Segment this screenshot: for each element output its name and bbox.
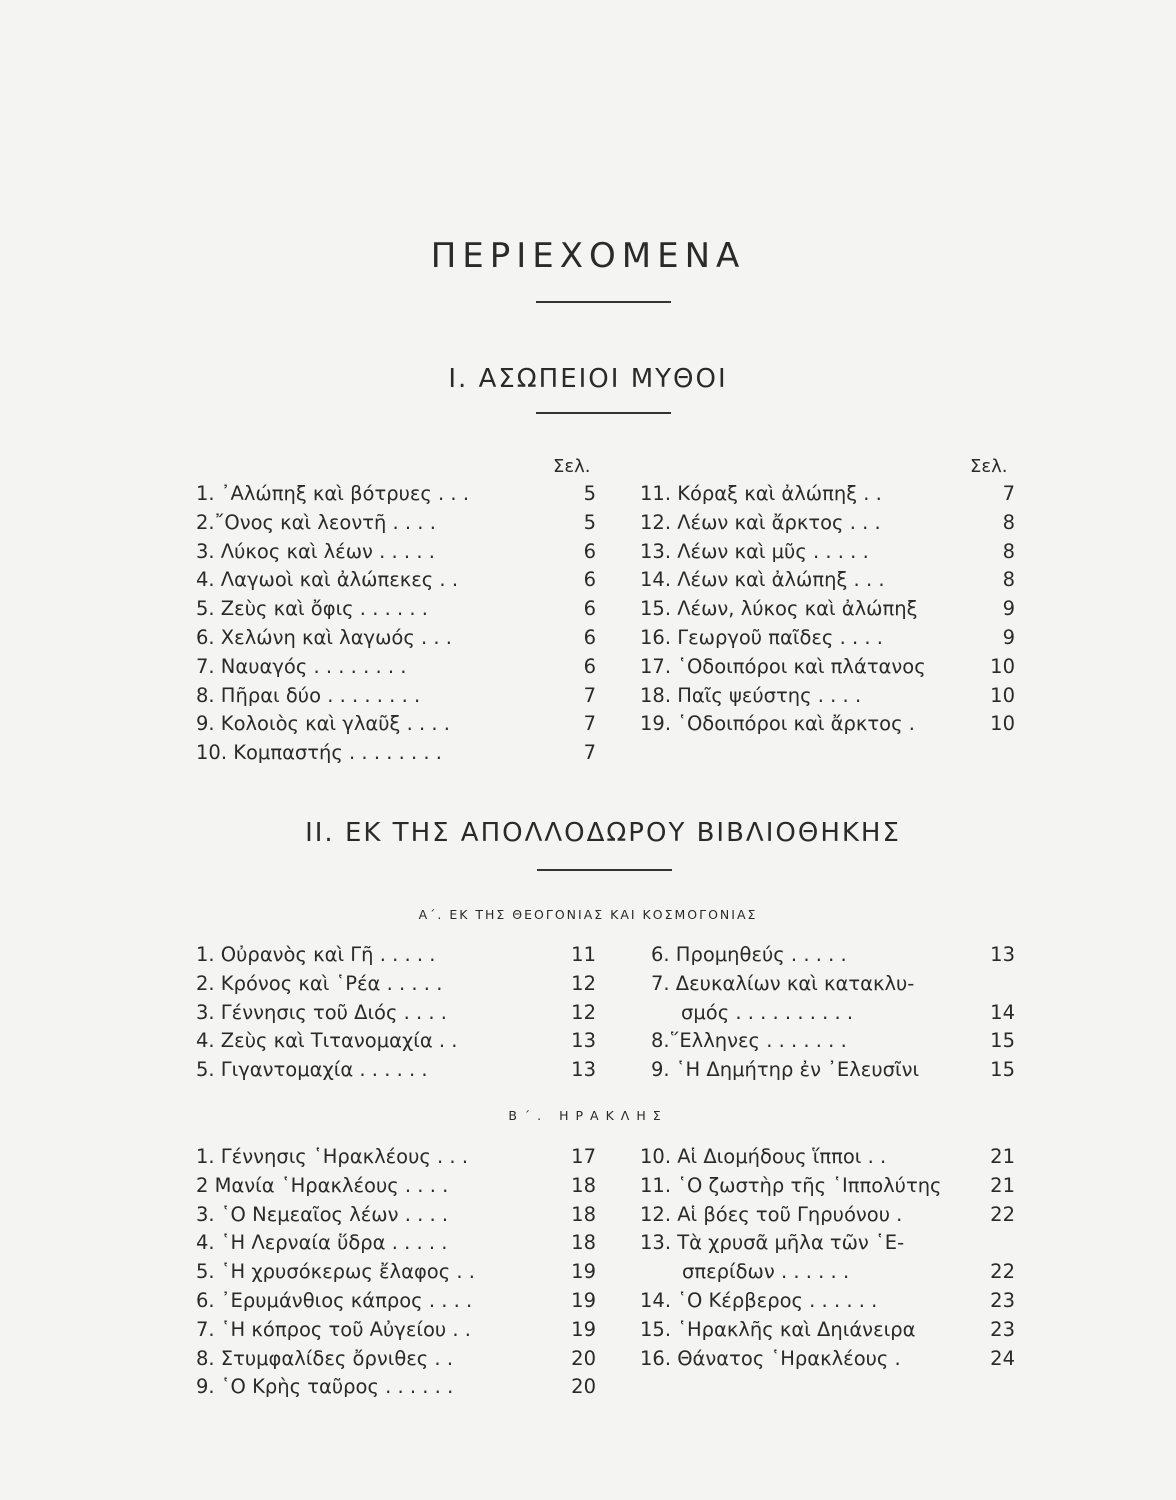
toc-entry-page: 20 bbox=[571, 1346, 596, 1370]
toc-entry bbox=[651, 972, 1015, 1001]
toc-entry-page: 7 bbox=[583, 683, 596, 707]
toc-entry-title: 5. Ζεὺς καὶ ὄφις . . . . . . bbox=[196, 597, 428, 621]
toc-entry bbox=[196, 655, 596, 684]
toc-entry-title: 6. Προμηθεύς . . . . . bbox=[651, 943, 847, 966]
toc-entry bbox=[640, 1318, 1015, 1347]
toc-entry-title: 9. Κολοιὸς καὶ γλαῦξ . . . . bbox=[196, 712, 450, 736]
toc-entry-title: σμός . . . . . . . . . . bbox=[681, 1000, 854, 1024]
toc-entry bbox=[196, 1289, 596, 1318]
toc-entry-title: 11. ῾Ο ζωστὴρ τῆς ῾Ιππολύτης bbox=[640, 1173, 942, 1197]
toc-entry bbox=[651, 1001, 1015, 1030]
subsection-a-right-column bbox=[651, 943, 1015, 1087]
toc-entry-title: 2.῎Ονος καὶ λεοντῆ . . . . bbox=[196, 510, 436, 534]
toc-entry-page: 8 bbox=[1002, 510, 1015, 534]
toc-entry bbox=[196, 1203, 596, 1232]
toc-entry-page: 21 bbox=[990, 1145, 1015, 1168]
toc-entry bbox=[640, 568, 1015, 597]
toc-entry bbox=[640, 712, 1015, 741]
toc-entry bbox=[196, 568, 596, 597]
toc-entry-title: 9. ῾Η Δημήτηρ ἐν ᾿Ελευσῖνι bbox=[651, 1058, 920, 1082]
toc-entry-title: 3. ῾Ο Νεμεαῖος λέων . . . . bbox=[196, 1202, 449, 1226]
toc-entry bbox=[196, 511, 596, 540]
toc-entry bbox=[196, 1058, 596, 1087]
toc-entry-page: 17 bbox=[571, 1145, 596, 1168]
toc-entry-page: 14 bbox=[990, 1000, 1015, 1024]
toc-entry-title: 5. ῾Η χρυσόκερως ἔλαφος . . bbox=[196, 1260, 475, 1284]
toc-entry-title: 12. Λέων καὶ ἄρκτος . . . bbox=[640, 510, 881, 534]
toc-entry-page: 20 bbox=[571, 1375, 596, 1399]
toc-entry-title: 4. ῾Η Λερναία ὕδρα . . . . . bbox=[196, 1231, 448, 1255]
toc-entry-title: 18. Παῖς ψεύστης . . . . bbox=[640, 683, 862, 707]
toc-entry-title: 16. Θάνατος ῾Ηρακλέους . bbox=[640, 1346, 901, 1370]
toc-entry bbox=[196, 626, 596, 655]
toc-entry-page: 21 bbox=[990, 1173, 1015, 1197]
toc-entry-page: 6 bbox=[583, 539, 596, 563]
toc-entry-title: 3. Γέννησις τοῦ Διός . . . . bbox=[196, 1000, 448, 1024]
toc-entry-page: 19 bbox=[571, 1288, 596, 1312]
toc-entry-page: 8 bbox=[1002, 568, 1015, 592]
toc-entry-title: 17. ῾Οδοιπόροι καὶ πλάτανος bbox=[640, 654, 926, 678]
right-page-label: Σελ. bbox=[970, 456, 1008, 477]
toc-entry bbox=[651, 1058, 1015, 1087]
toc-entry bbox=[640, 482, 1015, 511]
toc-entry-page: 9 bbox=[1002, 597, 1015, 621]
title-rule bbox=[536, 301, 671, 303]
toc-entry-page: 24 bbox=[990, 1346, 1015, 1370]
toc-entry-page: 19 bbox=[571, 1260, 596, 1284]
toc-entry bbox=[196, 540, 596, 569]
toc-entry-title: 1. ᾿Αλώπηξ καὶ βότρυες . . . bbox=[196, 482, 470, 505]
part2-rule bbox=[537, 869, 672, 871]
toc-entry-page: 22 bbox=[990, 1202, 1015, 1226]
toc-entry-page: 10 bbox=[990, 712, 1015, 736]
toc-entry-page: 19 bbox=[571, 1317, 596, 1341]
toc-entry bbox=[651, 1029, 1015, 1058]
toc-entry-page: 15 bbox=[990, 1058, 1015, 1082]
toc-entry-title: 7. Ναυαγός . . . . . . . . bbox=[196, 654, 407, 678]
subsection-b-right-column bbox=[640, 1145, 1015, 1375]
toc-entry-title: 16. Γεωργοῦ παῖδες . . . . bbox=[640, 625, 883, 649]
toc-entry-page: 8 bbox=[1002, 539, 1015, 563]
toc-entry-title: 14. ῾Ο Κέρβερος . . . . . . bbox=[640, 1288, 878, 1312]
left-page-label: Σελ. bbox=[553, 456, 591, 477]
part1-rule bbox=[536, 412, 671, 414]
toc-entry-page: 18 bbox=[571, 1231, 596, 1255]
toc-entry-page: 23 bbox=[990, 1317, 1015, 1341]
toc-entry bbox=[640, 1260, 1015, 1289]
toc-entry-title: σπερίδων . . . . . . bbox=[682, 1260, 850, 1284]
toc-entry-page: 10 bbox=[990, 654, 1015, 678]
toc-entry-page: 10 bbox=[990, 683, 1015, 707]
toc-entry bbox=[196, 1347, 596, 1376]
toc-entry bbox=[196, 1375, 596, 1404]
toc-entry bbox=[640, 1203, 1015, 1232]
toc-entry-title: 3. Λύκος καὶ λέων . . . . . bbox=[196, 539, 435, 563]
toc-entry-title: 7. ῾Η κόπρος τοῦ Αὐγείου . . bbox=[196, 1317, 471, 1341]
toc-entry-page: 15 bbox=[990, 1029, 1015, 1053]
part1-right-column bbox=[640, 482, 1015, 741]
page-title: ΠΕΡΙΕΧΟΜΕΝΑ bbox=[430, 236, 746, 276]
toc-entry-page: 6 bbox=[583, 625, 596, 649]
toc-entry-page: 7 bbox=[583, 712, 596, 736]
toc-entry-title: 13. Τὰ χρυσᾶ μῆλα τῶν ῾Ε- bbox=[640, 1231, 905, 1255]
toc-entry-page: 18 bbox=[571, 1202, 596, 1226]
toc-entry-page: 13 bbox=[990, 943, 1015, 966]
toc-entry bbox=[196, 1260, 596, 1289]
toc-entry bbox=[196, 482, 596, 511]
toc-entry bbox=[640, 540, 1015, 569]
toc-entry bbox=[196, 684, 596, 713]
toc-entry-page: 6 bbox=[583, 654, 596, 678]
toc-entry bbox=[196, 741, 596, 770]
toc-entry bbox=[196, 1145, 596, 1174]
toc-entry-page: 5 bbox=[583, 482, 596, 505]
toc-entry-title: 8.῞Ελληνες . . . . . . . bbox=[651, 1029, 847, 1053]
toc-entry-title: 4. Λαγωοὶ καὶ ἀλώπεκες . . bbox=[196, 568, 459, 592]
part1-left-column bbox=[196, 482, 596, 770]
part1-heading: I. ΑΣΩΠΕΙΟΙ ΜΥΘΟΙ bbox=[448, 364, 728, 394]
subsection-a-left-column bbox=[196, 943, 596, 1087]
toc-entry bbox=[196, 597, 596, 626]
toc-entry-title: 8. Πῆραι δύο . . . . . . . . bbox=[196, 683, 421, 707]
toc-entry-title: 14. Λέων καὶ ἀλώπηξ . . . bbox=[640, 568, 885, 592]
subsection-b-left-column bbox=[196, 1145, 596, 1404]
toc-entry-title: 8. Στυμφαλίδες ὄρνιθες . . bbox=[196, 1346, 454, 1370]
toc-entry-title: 5. Γιγαντομαχία . . . . . . bbox=[196, 1058, 428, 1082]
toc-entry-title: 15. Λέων, λύκος καὶ ἀλώπηξ bbox=[640, 597, 918, 621]
toc-entry-page: 18 bbox=[571, 1173, 596, 1197]
toc-entry bbox=[196, 1029, 596, 1058]
toc-entry-title: 10. Κομπαστής . . . . . . . . bbox=[196, 741, 443, 765]
subsection-b-heading: Β΄. ΗΡΑΚΛΗΣ bbox=[508, 1108, 668, 1123]
toc-entry-title: 2. Κρόνος καὶ ῾Ρέα . . . . . bbox=[196, 971, 443, 995]
toc-entry-page: 5 bbox=[583, 510, 596, 534]
toc-entry bbox=[640, 1145, 1015, 1174]
toc-entry bbox=[640, 511, 1015, 540]
toc-entry bbox=[640, 626, 1015, 655]
toc-entry-page: 7 bbox=[1002, 482, 1015, 505]
toc-entry-title: 6. Χελώνη καὶ λαγωός . . . bbox=[196, 625, 452, 649]
toc-entry-page: 12 bbox=[571, 971, 596, 995]
toc-entry-title: 6. ᾿Ερυμάνθιος κάπρος . . . . bbox=[196, 1288, 473, 1312]
toc-entry bbox=[640, 597, 1015, 626]
toc-entry bbox=[196, 712, 596, 741]
part2-heading: II. ΕΚ ΤΗΣ ΑΠΟΛΛΟΔΩΡΟΥ ΒΙΒΛΙΟΘΗΚΗΣ bbox=[305, 818, 901, 848]
toc-entry-page: 13 bbox=[571, 1058, 596, 1082]
toc-entry bbox=[640, 1231, 1015, 1260]
toc-entry bbox=[196, 972, 596, 1001]
toc-entry-page: 6 bbox=[583, 597, 596, 621]
toc-entry bbox=[640, 655, 1015, 684]
toc-entry-page: 23 bbox=[990, 1288, 1015, 1312]
toc-entry bbox=[196, 1318, 596, 1347]
toc-entry bbox=[651, 943, 1015, 972]
toc-entry bbox=[640, 1174, 1015, 1203]
toc-entry bbox=[196, 1001, 596, 1030]
toc-entry-title: 10. Αἱ Διομήδους ἵπποι . . bbox=[640, 1145, 887, 1168]
toc-entry-title: 13. Λέων καὶ μῦς . . . . . bbox=[640, 539, 869, 563]
toc-entry bbox=[640, 1289, 1015, 1318]
toc-entry-page: 6 bbox=[583, 568, 596, 592]
toc-entry-page: 12 bbox=[571, 1000, 596, 1024]
toc-entry-title: 12. Αἱ βόες τοῦ Γηρυόνου . bbox=[640, 1202, 903, 1226]
toc-entry-title: 4. Ζεὺς καὶ Τιτανομαχία . . bbox=[196, 1029, 458, 1053]
toc-entry-title: 1. Γέννησις ῾Ηρακλέους . . . bbox=[196, 1145, 469, 1168]
toc-entry bbox=[640, 684, 1015, 713]
toc-entry-page: 13 bbox=[571, 1029, 596, 1053]
toc-entry-title: 11. Κόραξ καὶ ἀλώπηξ . . bbox=[640, 482, 882, 505]
toc-entry-title: 1. Οὐρανὸς καὶ Γῆ . . . . . bbox=[196, 943, 436, 966]
toc-entry-page: 11 bbox=[571, 943, 596, 966]
toc-entry bbox=[196, 1231, 596, 1260]
toc-entry bbox=[640, 1347, 1015, 1376]
subsection-a-heading: Α΄. ΕΚ ΤΗΣ ΘΕΟΓΟΝΙΑΣ ΚΑΙ ΚΟΣΜΟΓΟΝΙΑΣ bbox=[418, 907, 758, 922]
toc-entry bbox=[196, 1174, 596, 1203]
toc-entry-page: 7 bbox=[583, 741, 596, 765]
toc-entry-title: 9. ῾Ο Κρὴς ταῦρος . . . . . . bbox=[196, 1375, 454, 1399]
toc-entry-title: 15. ῾Ηρακλῆς καὶ Δηιάνειρα bbox=[640, 1317, 916, 1341]
toc-entry-page: 9 bbox=[1002, 625, 1015, 649]
toc-entry-title: 19. ῾Οδοιπόροι καὶ ἄρκτος . bbox=[640, 712, 915, 736]
toc-entry bbox=[196, 943, 596, 972]
toc-entry-title: 2 Μανία ῾Ηρακλέους . . . . bbox=[196, 1173, 449, 1197]
toc-entry-page: 22 bbox=[990, 1260, 1015, 1284]
toc-entry-title: 7. Δευκαλίων καὶ κατακλυ- bbox=[651, 971, 915, 995]
